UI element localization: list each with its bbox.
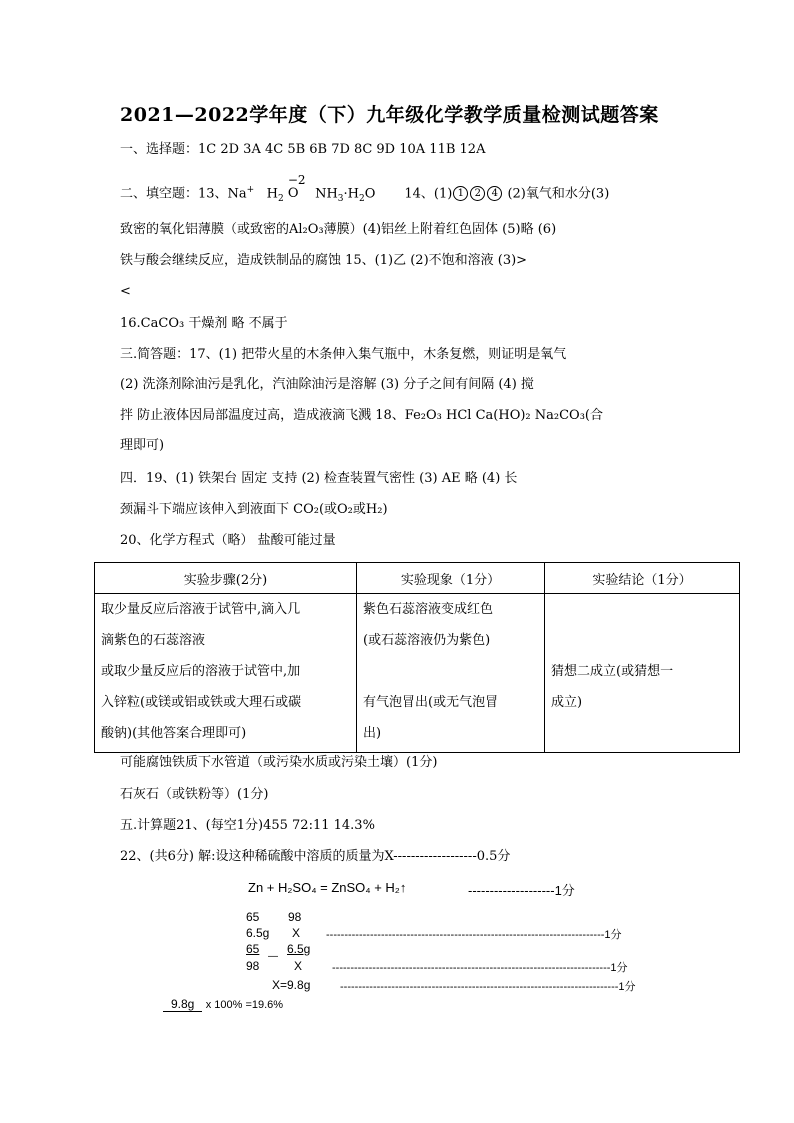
circled-2: 2 <box>470 186 485 201</box>
nh3-sub: 3 <box>337 193 344 204</box>
h2o-h: H <box>266 186 278 202</box>
phen-line: 出) <box>363 726 382 741</box>
phenomenon-cell <box>357 594 545 753</box>
phen-line <box>363 656 538 687</box>
nh3-n: NH <box>315 186 338 202</box>
step-line: 入锌粒(或镁或铝或铁或大理石或碳 <box>101 695 302 710</box>
na-charge: + <box>246 185 255 195</box>
fraction-6-5g: 6.5g <box>287 942 311 956</box>
q14-label: 14、(1) <box>404 186 453 202</box>
score-line-1: ----------------------------------------------------------------------------1分 <box>326 929 622 941</box>
phen-line: 有气泡冒出(或无气泡冒 <box>363 695 499 710</box>
oxygen-symbol: O <box>287 186 299 202</box>
phen-line: 紫色石蕊溶液变成红色 <box>363 602 494 617</box>
step-line: 滴紫色的石蕊溶液 <box>101 633 206 648</box>
concl-line <box>551 594 733 625</box>
answer-line-12: 颈漏斗下端应该伸入到液面下 CO₂(或O₂或H₂) <box>120 502 388 517</box>
concl-line: 成立) <box>551 695 583 710</box>
final-result: x 100% =19.6% <box>205 999 284 1011</box>
concl-line <box>551 625 733 656</box>
answer-line-4: 铁与酸会继续反应，造成铁制品的腐蚀 15、(1)乙 (2)不饱和溶液 (3)> <box>120 253 528 268</box>
molar-mass-h2so4: 98 <box>288 910 302 924</box>
x-result: X=9.8g <box>272 978 311 992</box>
answer-line-15: 石灰石（或铁粉等）(1分) <box>120 787 269 802</box>
step-line: 取少量反应后溶液于试管中,滴入几 <box>101 602 301 617</box>
fraction-98: 98 <box>246 959 260 973</box>
answer-line-3: 致密的氧化铝薄膜（或致密的Al₂O₃薄膜）(4)铝丝上附着红色固体 (5)略 (6) <box>120 222 557 237</box>
mass-x: X <box>292 926 301 940</box>
answer-line-11: 四．19、(1) 铁架台 固定 支持 (2) 检查装置气密性 (3) AE 略 (4) 长 <box>120 471 518 486</box>
answer-line-6: 16.CaCO₃ 干燥剂 略 不属于 <box>120 316 288 331</box>
nh3-o: O <box>364 186 376 202</box>
fraction-equals: — <box>268 951 278 962</box>
nh3-sub2: 2 <box>359 193 365 204</box>
concl-line <box>551 718 733 749</box>
answer-line-10: 理即可) <box>120 438 165 453</box>
score-line-2: ----------------------------------------------------------------------------1分 <box>332 962 628 974</box>
conclusion-cell <box>545 594 740 753</box>
molar-mass-zn: 65 <box>246 910 260 924</box>
table-row <box>95 594 740 753</box>
answer-line-13: 20、化学方程式（略） 盐酸可能过量 <box>120 533 336 548</box>
circled-1: 1 <box>453 186 468 201</box>
header-phenomenon: 实验现象（1分） <box>357 563 545 594</box>
score-line-3: ----------------------------------------------------------------------------1分 <box>340 981 636 993</box>
table-header-row <box>95 563 740 594</box>
final-numerator: 9.8g <box>163 997 202 1012</box>
final-calculation <box>163 997 283 1012</box>
header-step: 实验步骤(2分) <box>95 563 357 594</box>
q14-rest: (2)氧气和水分(3) <box>503 186 610 202</box>
fraction-65: 65 <box>246 942 260 956</box>
reaction-equation: Zn + H₂SO₄ = ZnSO₄ + H₂↑ <box>248 880 407 895</box>
concl-line: 猜想二成立(或猜想一 <box>551 664 674 679</box>
q13-prefix: 二、填空题：13、Na <box>120 186 247 202</box>
h2o-sub: 2 <box>277 193 284 204</box>
phen-line: (或石蕊溶液仍为紫色) <box>363 633 491 648</box>
header-conclusion: 实验结论（1分） <box>545 563 740 594</box>
step-line: 酸钠)(其他答案合理即可) <box>101 726 247 741</box>
circled-4: 4 <box>487 186 502 201</box>
choice-answers: 一、选择题：1C 2D 3A 4C 5B 6B 7D 8C 9D 10A 11B 12A <box>120 142 486 157</box>
answer-line-5: < <box>120 284 131 299</box>
answer-line-8: (2) 洗涤剂除油污是乳化，汽油除油污是溶解 (3) 分子之间有间隔 (4) 搅 <box>120 377 534 392</box>
answer-line-9: 拌 防止液体因局部温度过高，造成液滴飞溅 18、Fe₂O₃ HCl Ca(HO)₂ Na₂CO₃(合 <box>120 408 603 423</box>
step-line: 或取少量反应后的溶液于试管中,加 <box>101 664 301 679</box>
fraction-x: X <box>294 959 303 973</box>
answer-line-16: 五.计算题21、(每空1分)455 72:11 14.3% <box>120 818 375 833</box>
answer-line-17: 22、(共6分) 解:设这种稀硫酸中溶质的质量为X-------------------0.5分 <box>120 849 511 864</box>
page-title: 2021—2022学年度（下）九年级化学教学质量检测试题答案 <box>120 104 659 126</box>
oxygen-valence: −2 <box>287 173 306 188</box>
equation-score: --------------------1分 <box>468 883 575 898</box>
step-cell <box>95 594 357 753</box>
fill-blank-line-1 <box>120 173 610 207</box>
mass-zn: 6.5g <box>246 926 270 940</box>
answer-line-7: 三.简答题：17、(1) 把带火星的木条伸入集气瓶中，木条复燃，则证明是氧气 <box>120 347 567 362</box>
experiment-table <box>94 562 740 753</box>
answer-line-14: 可能腐蚀铁质下水管道（或污染水质或污染土壤）(1分) <box>120 755 438 770</box>
nh3-h: ·H <box>343 186 359 202</box>
